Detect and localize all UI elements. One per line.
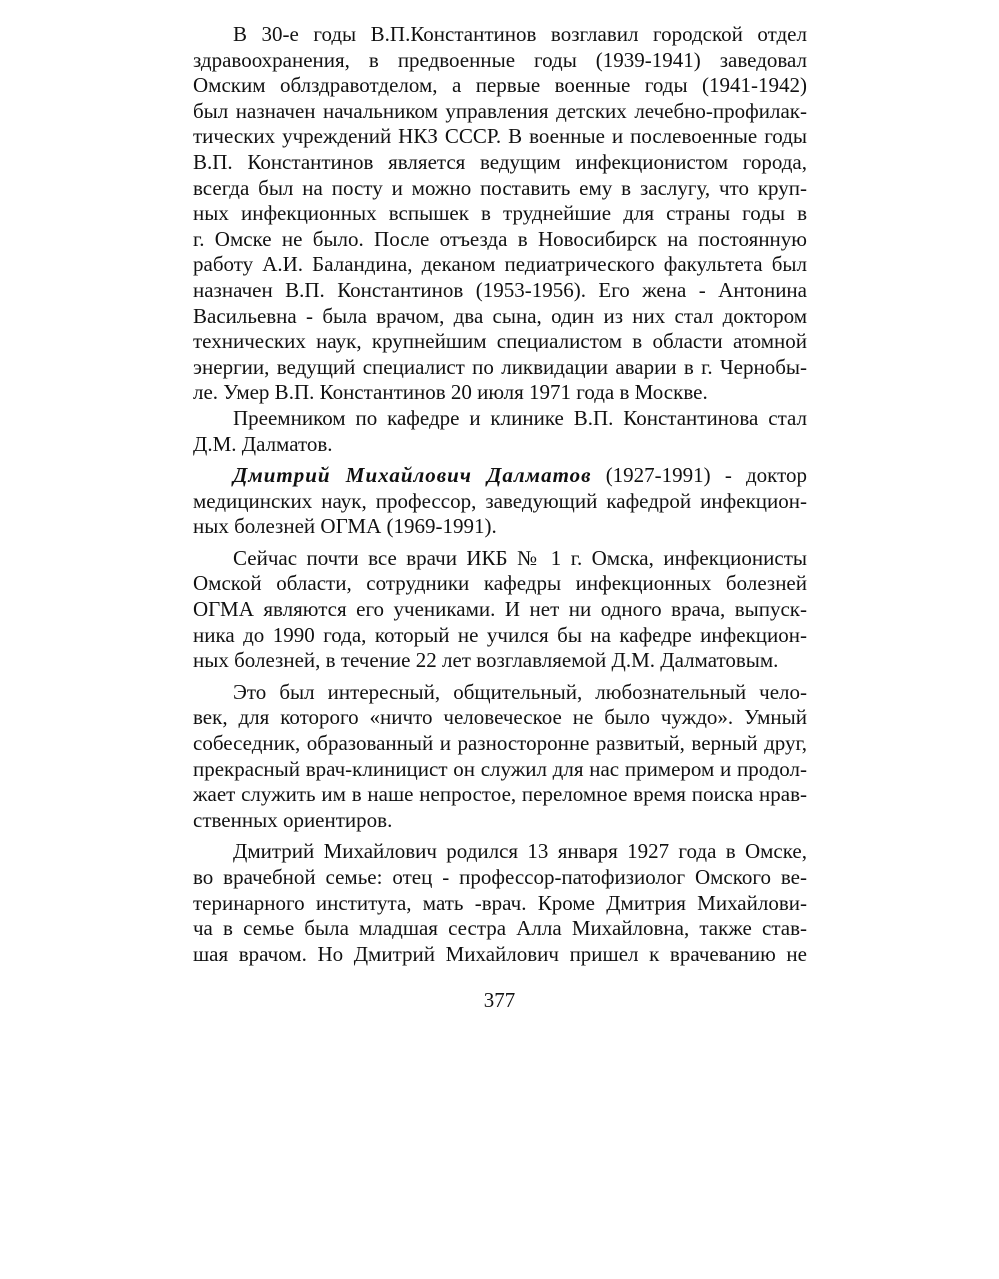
text-line: Васильевна - была врачом, два сына, один из них стал доктором xyxy=(193,303,807,328)
paragraph xyxy=(193,546,807,674)
text-line: медицинских наук, профессор, заведующий кафедрой инфекцион- xyxy=(193,488,807,513)
paragraph xyxy=(193,22,807,406)
text-line: работу А.И. Баландина, деканом педиатрического факультета был xyxy=(193,252,807,277)
paragraph xyxy=(193,839,807,967)
text-line: ОГМА являются его учениками. И нет ни одного врача, выпуск- xyxy=(193,597,807,622)
page-number: 377 xyxy=(483,988,516,1012)
paragraph xyxy=(193,463,807,540)
dates-text: (1927-1991) - доктор xyxy=(605,463,808,488)
text-line: назначен В.П. Константинов (1953-1956). Его жена - Антонина xyxy=(193,277,807,302)
text-line: ственных ориентиров. xyxy=(193,807,393,832)
text-line: Дмитрий Михайлович родился 13 января 1927 года в Омске, xyxy=(233,839,807,864)
paragraph xyxy=(193,680,807,834)
text-line: во врачебной семье: отец - профессор-патофизиолог Омского ве- xyxy=(193,865,807,889)
page-text xyxy=(193,22,807,967)
text-line: был назначен начальником управления детских лечебно-профилак- xyxy=(193,98,807,123)
text-line: ле. Умер В.П. Константинов 20 июля 1971 года в Москве. xyxy=(193,380,708,405)
text-line: Омским облздравотделом, а первые военные годы (1941-1942) xyxy=(193,73,807,98)
text-line: теринарного института, мать -врач. Кроме Дмитрия Михайлови- xyxy=(193,890,807,915)
text-line: г. Омске не было. После отъезда в Новосибирск на постоянную xyxy=(193,226,807,251)
text-line: ных инфекционных вспышек в труднейшие для страны годы в xyxy=(193,201,807,226)
text-line: В.П. Константинов является ведущим инфекционистом города, xyxy=(193,149,807,174)
text-line: собеседник, образованный и разносторонне развитый, верный друг, xyxy=(193,731,807,756)
text-line: ча в семье была младшая сестра Алла Михайловна, также став- xyxy=(193,916,807,941)
text-line: ных болезней ОГМА (1969-1991). xyxy=(193,514,497,539)
text-line: шая врачом. Но Дмитрий Михайлович пришел к врачеванию не xyxy=(193,941,807,966)
text-line: жает служить им в наше непростое, переломное время поиска нрав- xyxy=(193,782,807,807)
text-line: энергии, ведущий специалист по ликвидации аварии в г. Чернобы- xyxy=(193,354,807,379)
text-line: ника до 1990 года, который не учился бы на кафедре инфекцион- xyxy=(193,622,807,647)
text-line: всегда был на посту и можно поставить ему в заслугу, что круп- xyxy=(193,175,807,200)
text-line: Это был интересный, общительный, любознательный чело- xyxy=(233,679,807,704)
text-line: технических наук, крупнейшим специалистом в области атомной xyxy=(193,329,807,354)
text-line: Сейчас почти все врачи ИКБ № 1 г. Омска, инфекционисты xyxy=(233,545,807,570)
text-line: прекрасный врач-клиницист он служил для нас примером и продол- xyxy=(193,756,807,781)
text-line: Д.М. Далматов. xyxy=(193,431,333,456)
text-line xyxy=(193,463,807,489)
text-line: век, для которого «ничто человеческое не было чуждо». Умный xyxy=(193,705,807,730)
person-name: Дмитрий Михайлович Далматов xyxy=(233,463,592,488)
text-line: здравоохранения, в предвоенные годы (1939-1941) заведовал xyxy=(193,47,807,72)
text-line: тических учреждений НКЗ СССР. В военные и послевоенные годы xyxy=(193,124,807,149)
text-line: Омской области, сотрудники кафедры инфекционных болезней xyxy=(193,571,807,596)
text-line: В 30-е годы В.П.Константинов возглавил городской отдел xyxy=(233,22,807,46)
paragraph xyxy=(193,406,807,457)
text-line: Преемником по кафедре и клинике В.П. Константинова стал xyxy=(233,405,807,430)
text-line: ных болезней, в течение 22 лет возглавляемой Д.М. Далматовым. xyxy=(193,648,779,673)
